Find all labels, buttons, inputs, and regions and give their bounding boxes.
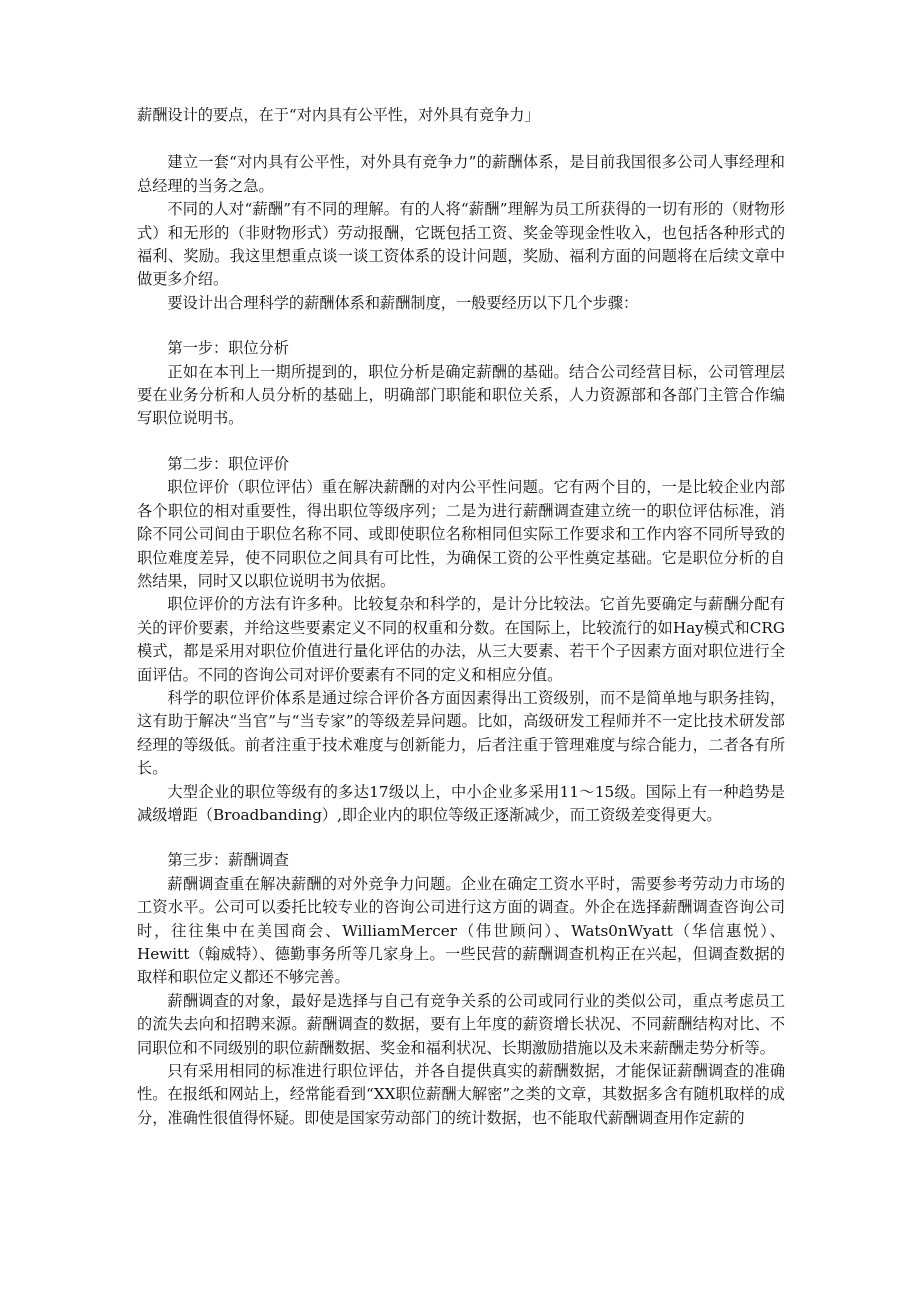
document-page [137,104,785,1130]
step-heading: 第一步：职位分析 [167,339,289,358]
step-paragraph: 只有采用相同的标准进行职位评估，并各自提供真实的薪酬数据，才能保证薪酬调查的准确性。在报纸和网站上，经常能看到“XX职位薪酬大解密”之类的文章，其数据多含有随机取样的成分，准确性很值得怀疑。即使是国家劳动部门的统计数据，也不能取代薪酬调查用作定薪的 [137,1062,785,1127]
step-paragraph: 科学的职位评价体系是通过综合评价各方面因素得出工资级别，而不是简单地与职务挂钩，这有助于解决“当官”与“当专家”的等级差异问题。比如，高级研发工程师并不一定比技术研发部经理的等级低。前者注重于技术难度与创新能力，后者注重于管理难度与综合能力，二者各有所长。 [137,688,785,778]
step-paragraph: 薪酬调查重在解决薪酬的对外竞争力问题。企业在确定工资水平时，需要参考劳动力市场的工资水平。公司可以委托比较专业的咨询公司进行这方面的调查。外企在选择薪酬调查咨询公司时，往往集中在美国商会、WilliamMercer（伟世顾问）、Wats0nWyatt（华信惠悦）、Hewitt（翰威特）、德勤事务所等几家身上。一些民营的薪酬调查机构正在兴起，但调查数据的取样和职位定义都还不够完善。 [137,874,785,987]
document-title: 薪酬设计的要点，在于“对内具有公平性，对外具有竞争力」 [137,106,540,124]
step-paragraph: 职位评价的方法有许多种。比较复杂和科学的，是计分比较法。它首先要确定与薪酬分配有关的评价要素，并给这些要素定义不同的权重和分数。在国际上，比较流行的如Hay模式和CRG模式，都是采用对职位价值进行量化评估的办法，从三大要素、若干个子因素方面对职位进行全面评估。不同的咨询公司对评价要素有不同的定义和相应分值。 [137,595,785,684]
step-heading: 第三步：薪酬调查 [167,851,289,870]
intro-paragraph: 不同的人对“薪酬”有不同的理解。有的人将“薪酬”理解为员工所获得的一切有形的（财物形式）和无形的（非财物形式）劳动报酬，它既包括工资、奖金等现金性收入，也包括各种形式的福利、奖励。我这里想重点谈一谈工资体系的设计问题，奖励、福利方面的问题将在后续文章中做更多介绍。 [137,200,785,289]
step-section [137,849,785,1130]
step-paragraph: 大型企业的职位等级有的多达17级以上，中小企业多采用11～15级。国际上有一种趋势是减级增距（Broadbanding）,即企业内的职位等级正逐渐减少，而工资级差变得更大。 [137,782,785,824]
intro-paragraph: 要设计出合理科学的薪酬体系和薪酬制度，一般要经历以下几个步骤： [167,293,639,312]
step-paragraph: 职位评价（职位评估）重在解决薪酬的对内公平性问题。它有两个目的，一是比较企业内部各个职位的相对重要性，得出职位等级序列；二是为进行薪酬调查建立统一的职位评估标准，消除不同公司间由于职位名称不同、或即使职位名称相同但实际工作要求和工作内容不同所导致的职位难度差异，使不同职位之间具有可比性，为确保工资的公平性奠定基础。它是职位分析的自然结果，同时又以职位说明书为依据。 [137,478,785,590]
intro-paragraph: 建立一套“对内具有公平性，对外具有竞争力”的薪酬体系，是目前我国很多公司人事经理和总经理的当务之急。 [137,153,785,195]
step-section [137,337,785,431]
step-paragraph: 薪酬调查的对象，最好是选择与自己有竞争关系的公司或同行业的类似公司，重点考虑员工的流失去向和招聘来源。薪酬调查的数据，要有上年度的薪资增长状况、不同薪酬结构对比、不同职位和不同级别的职位薪酬数据、奖金和福利状况、长期激励措施以及未来薪酬走势分析等。 [137,991,785,1057]
step-paragraph: 正如在本刊上一期所提到的，职位分析是确定薪酬的基础。结合公司经营目标，公司管理层要在业务分析和人员分析的基础上，明确部门职能和职位关系，人力资源部和各部门主管合作编写职位说明书。 [137,362,785,428]
step-heading: 第二步：职位评价 [167,454,289,473]
step-section [137,453,785,828]
